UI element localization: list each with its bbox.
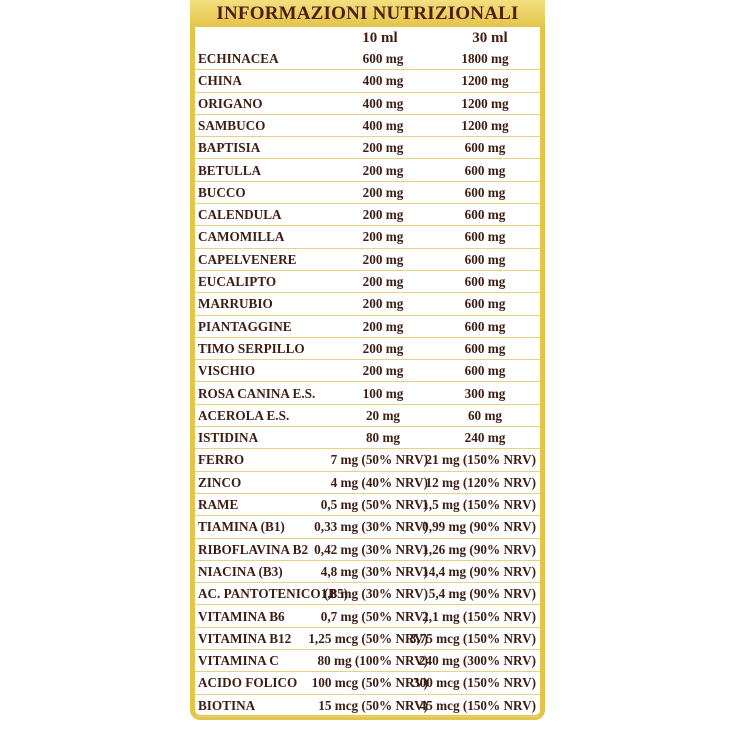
column-header-30ml: 30 ml — [472, 30, 508, 46]
nutrient-name: CAMOMILLA — [198, 229, 285, 245]
table-row — [195, 650, 540, 672]
table-row — [195, 427, 540, 449]
nutrient-name: BAPTISIA — [198, 140, 261, 156]
value-10ml: 200 mg — [362, 207, 404, 223]
table-row — [195, 449, 540, 471]
value-10ml: 200 mg — [362, 251, 404, 267]
table-row — [195, 494, 540, 516]
value-10ml: 200 mg — [362, 340, 404, 356]
value-10ml: 4,8 mg (30% NRV) — [320, 563, 428, 579]
value-30ml: 600 mg — [464, 296, 506, 312]
table-row — [195, 472, 540, 494]
table-row — [195, 293, 540, 315]
table-row — [195, 561, 540, 583]
table-row — [195, 405, 540, 427]
nutrient-name: ISTIDINA — [198, 430, 259, 446]
value-30ml: 240 mg (300% NRV) — [418, 653, 536, 669]
nutrient-name: CAPELVENERE — [198, 251, 297, 267]
table-row — [195, 338, 540, 360]
value-30ml: 600 mg — [464, 184, 506, 200]
value-10ml: 4 mg (40% NRV) — [330, 474, 428, 490]
value-30ml: 600 mg — [464, 363, 506, 379]
value-10ml: 0,33 mg (30% NRV) — [314, 519, 428, 535]
table-title: INFORMAZIONI NUTRIZIONALI — [190, 0, 545, 27]
table-row — [195, 226, 540, 248]
table-row — [195, 316, 540, 338]
table-row — [195, 606, 540, 628]
value-10ml: 200 mg — [362, 296, 404, 312]
nutrient-name: ACEROLA E.S. — [198, 407, 290, 423]
value-10ml: 100 mcg (50% NRV) — [311, 675, 428, 691]
nutrient-name: CALENDULA — [198, 207, 282, 223]
value-30ml: 600 mg — [464, 251, 506, 267]
value-10ml: 1,8 mg (30% NRV) — [320, 586, 428, 602]
value-30ml: 12 mg (120% NRV) — [425, 474, 536, 490]
table-row — [195, 182, 540, 204]
nutrient-name: BUCCO — [198, 184, 246, 200]
value-10ml: 600 mg — [362, 51, 404, 66]
value-30ml: 3,75 mcg (150% NRV) — [409, 630, 536, 646]
table-row — [195, 93, 540, 115]
value-30ml: 300 mg — [464, 385, 506, 401]
table-row — [195, 383, 540, 405]
table-row — [195, 360, 540, 382]
value-10ml: 200 mg — [362, 140, 404, 156]
value-10ml: 200 mg — [362, 162, 404, 178]
table-row — [195, 115, 540, 137]
nutrient-name: CHINA — [198, 73, 242, 89]
nutrient-name: TIAMINA (B1) — [198, 519, 285, 535]
value-10ml: 20 mg — [365, 407, 401, 423]
value-10ml: 400 mg — [362, 73, 404, 89]
value-30ml: 300 mcg (150% NRV) — [413, 675, 536, 691]
nutrient-name: ACIDO FOLICO — [198, 675, 298, 691]
value-10ml: 400 mg — [362, 117, 404, 133]
value-30ml: 45 mcg (150% NRV) — [419, 697, 536, 713]
table-row — [195, 48, 540, 70]
value-30ml: 1800 mg — [461, 51, 509, 66]
value-30ml: 600 mg — [464, 140, 506, 156]
table-row — [195, 539, 540, 561]
table-row — [195, 695, 540, 717]
nutrient-name: VITAMINA C — [198, 653, 279, 669]
value-30ml: 240 mg — [464, 430, 506, 446]
value-10ml: 7 mg (50% NRV) — [330, 452, 428, 468]
nutrient-name: ZINCO — [198, 474, 242, 490]
value-30ml: 1200 mg — [461, 95, 509, 111]
value-10ml: 100 mg — [362, 385, 404, 401]
value-30ml: 60 mg — [467, 407, 503, 423]
value-10ml: 1,25 mcg (50% NRV) — [308, 630, 428, 646]
value-10ml: 200 mg — [362, 229, 404, 245]
nutrient-name: BETULLA — [198, 162, 262, 178]
value-30ml: 2,1 mg (150% NRV) — [422, 608, 536, 624]
nutrient-name: NIACINA (B3) — [198, 563, 283, 579]
table-row — [195, 271, 540, 293]
value-10ml: 200 mg — [362, 184, 404, 200]
value-30ml: 1200 mg — [461, 117, 509, 133]
column-header-10ml: 10 ml — [362, 30, 398, 46]
value-10ml: 400 mg — [362, 95, 404, 111]
table-row — [195, 137, 540, 159]
value-30ml: 600 mg — [464, 274, 506, 289]
nutrient-name: ORIGANO — [198, 95, 263, 111]
value-10ml: 200 mg — [362, 318, 404, 334]
nutrient-name: BIOTINA — [198, 697, 256, 713]
value-30ml: 1,5 mg (150% NRV) — [422, 497, 536, 512]
value-10ml: 15 mcg (50% NRV) — [318, 697, 428, 713]
table-row — [195, 628, 540, 650]
value-30ml: 0,99 mg (90% NRV) — [422, 519, 536, 535]
nutrient-name: VISCHIO — [198, 363, 256, 379]
value-10ml: 200 mg — [362, 363, 404, 379]
table-row — [195, 204, 540, 226]
nutrient-name: PIANTAGGINE — [198, 318, 292, 334]
value-10ml: 0,42 mg (30% NRV) — [314, 541, 428, 557]
value-10ml: 80 mg (100% NRV) — [317, 653, 428, 669]
value-10ml: 200 mg — [362, 274, 404, 289]
nutrient-name: TIMO SERPILLO — [198, 340, 305, 356]
value-10ml: 0,5 mg (50% NRV) — [320, 497, 428, 512]
value-30ml: 600 mg — [464, 229, 506, 245]
nutrient-name: AC. PANTOTENICO (B5) — [198, 586, 349, 602]
value-30ml: 600 mg — [464, 207, 506, 223]
table-row — [195, 249, 540, 271]
nutrient-name: ECHINACEA — [198, 51, 279, 66]
table-row — [195, 516, 540, 538]
nutrient-name: RIBOFLAVINA B2 — [198, 541, 309, 557]
value-30ml: 1,26 mg (90% NRV) — [422, 541, 536, 557]
value-10ml: 80 mg — [365, 430, 401, 446]
value-30ml: 5,4 mg (90% NRV) — [428, 586, 536, 602]
value-30ml: 21 mg (150% NRV) — [425, 452, 536, 468]
nutrient-name: VITAMINA B12 — [198, 630, 292, 646]
nutrient-name: RAME — [198, 497, 239, 512]
nutrient-name: VITAMINA B6 — [198, 608, 285, 624]
table-row — [195, 70, 540, 92]
nutrient-name: EUCALIPTO — [198, 274, 277, 289]
nutrient-name: MARRUBIO — [198, 296, 273, 312]
nutrient-name: ROSA CANINA E.S. — [198, 385, 316, 401]
table-row — [195, 160, 540, 182]
table-row — [195, 672, 540, 694]
nutrient-name: FERRO — [198, 452, 245, 468]
value-30ml: 1200 mg — [461, 73, 509, 89]
table-row — [195, 583, 540, 605]
value-30ml: 600 mg — [464, 318, 506, 334]
value-10ml: 0,7 mg (50% NRV) — [320, 608, 428, 624]
value-30ml: 600 mg — [464, 162, 506, 178]
value-30ml: 14,4 mg (90% NRV) — [422, 563, 536, 579]
nutrient-name: SAMBUCO — [198, 117, 266, 133]
value-30ml: 600 mg — [464, 340, 506, 356]
